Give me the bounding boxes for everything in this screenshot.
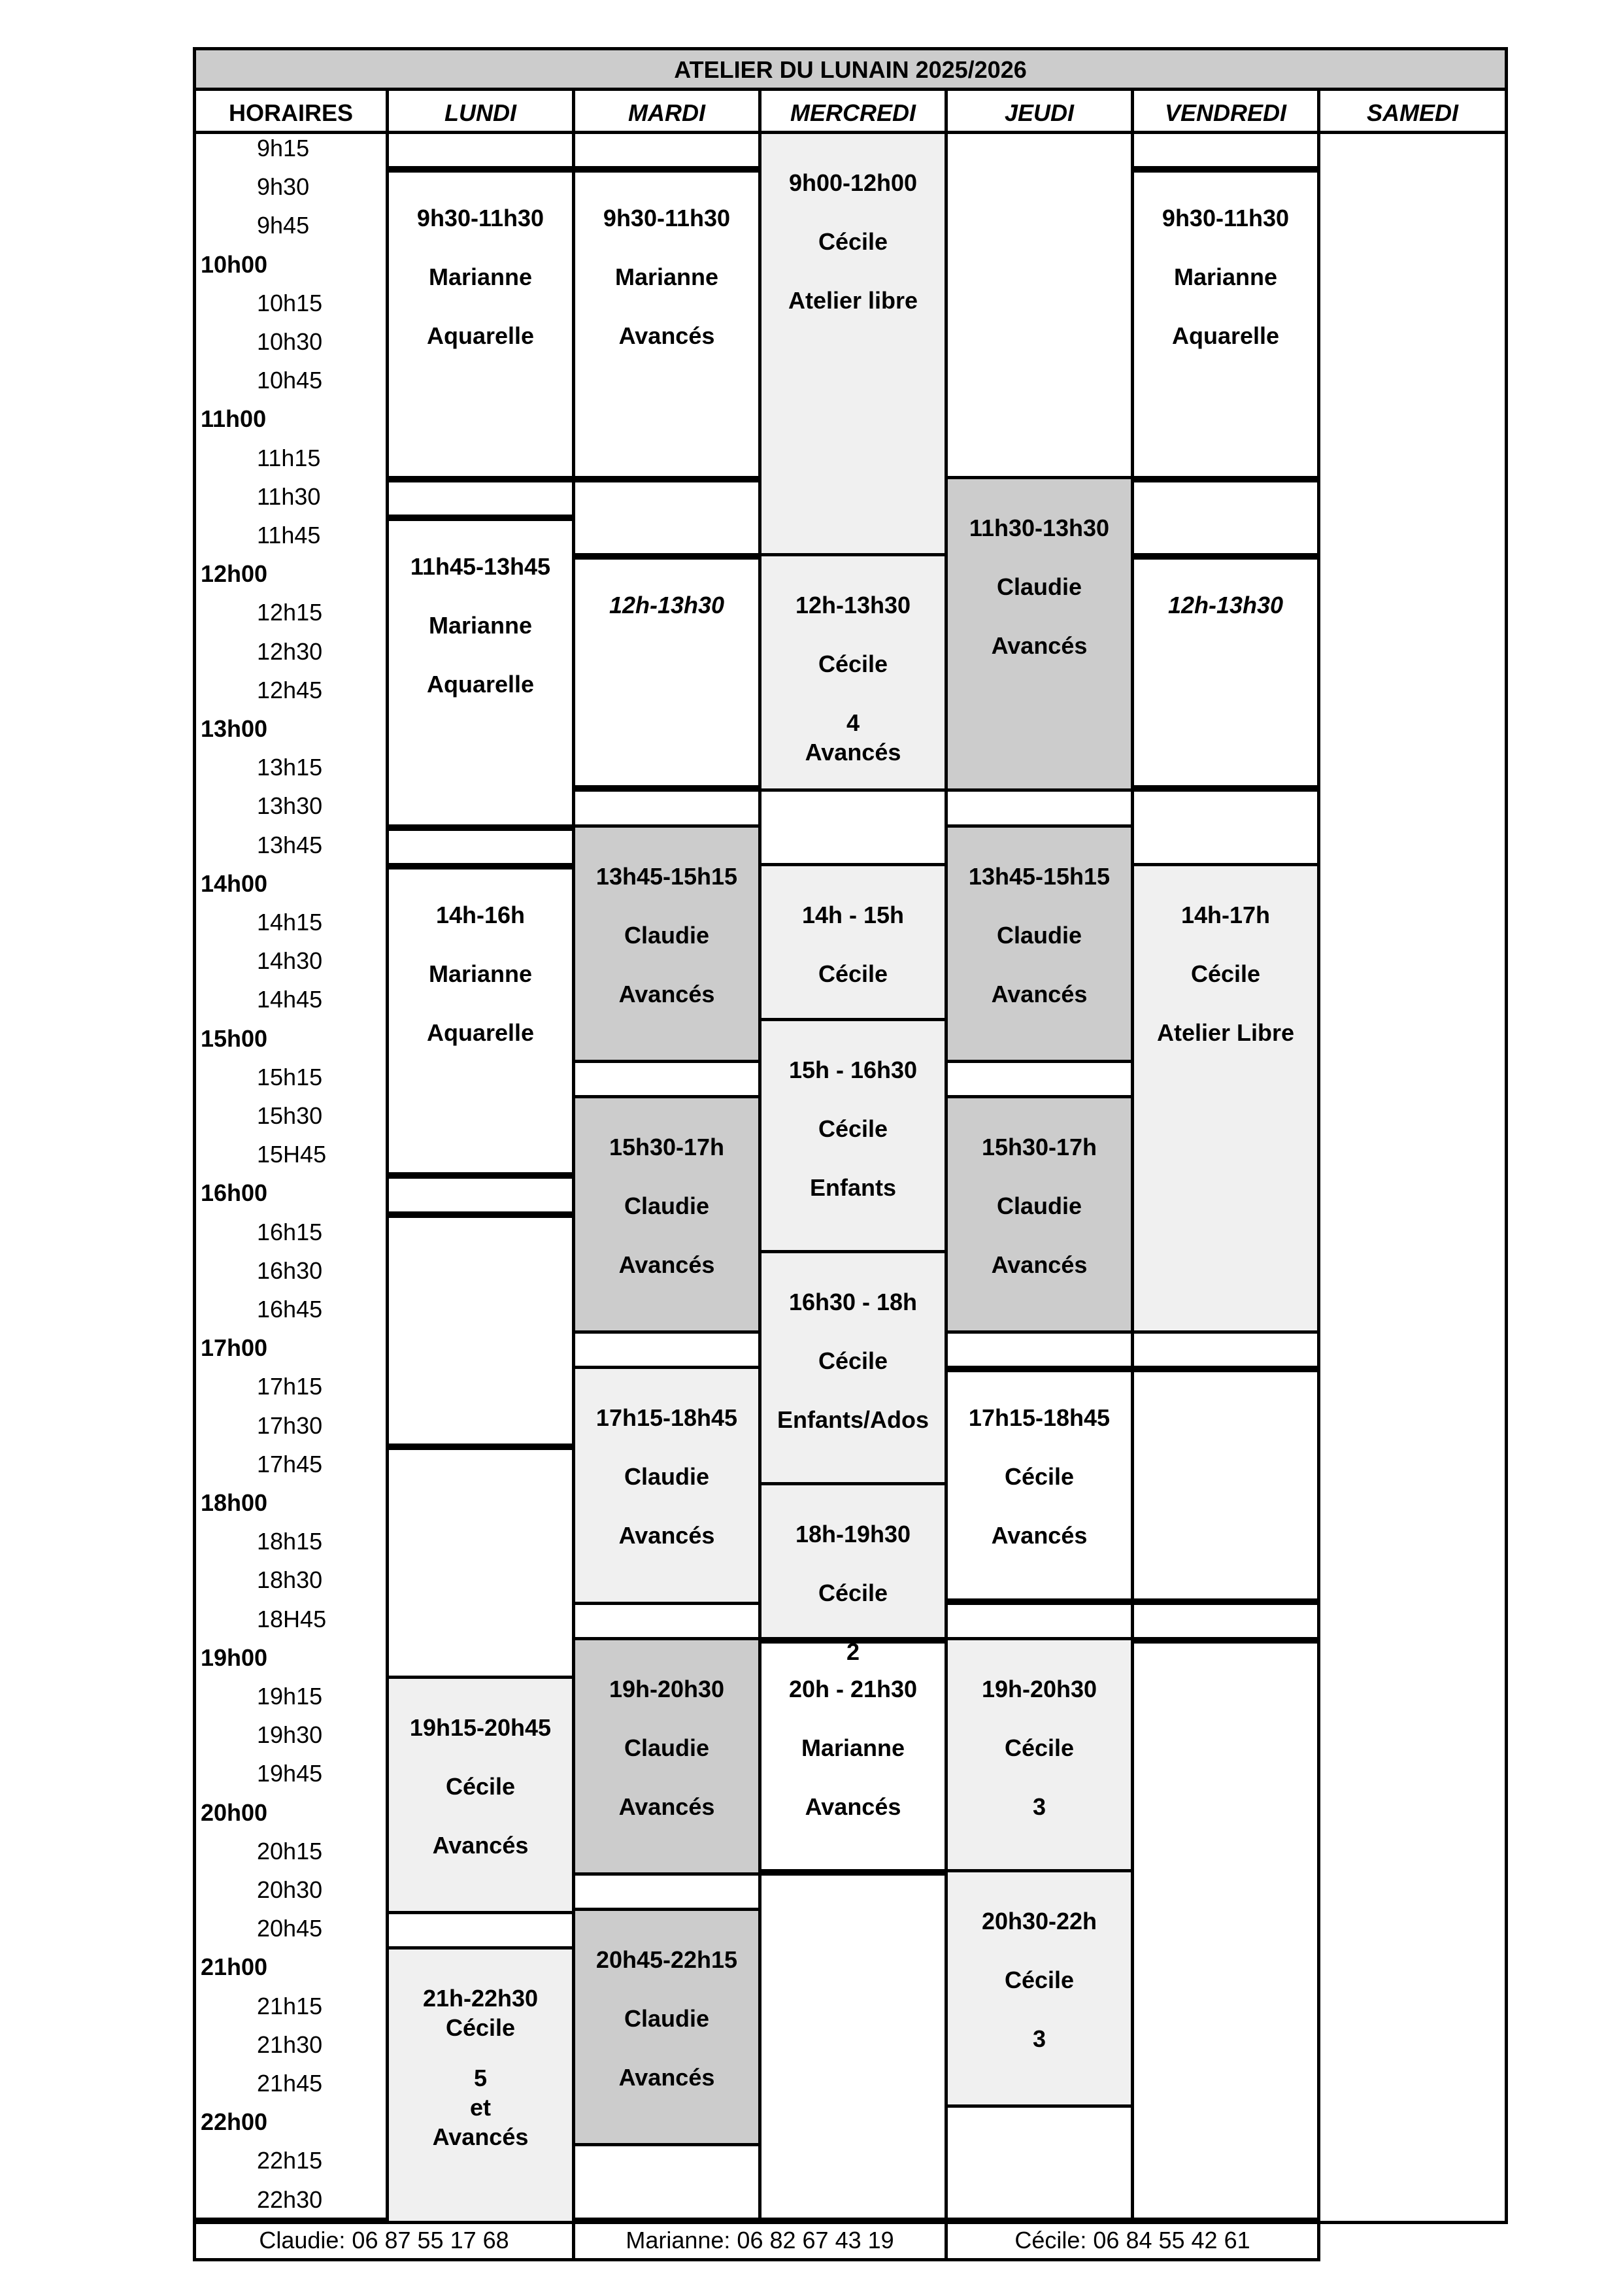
class-time: 14h-16h: [435, 901, 526, 928]
class-detail: Avancés: [618, 1793, 715, 1820]
class-time: 12h-13h30: [795, 592, 911, 619]
class-detail: Marianne: [1173, 263, 1278, 291]
day-header-samedi: [1317, 88, 1508, 134]
time-label: 19h45: [257, 1760, 323, 1787]
horaires-header: [193, 88, 389, 134]
time-label: 10h30: [257, 328, 323, 355]
contact-phone: Claudie: 06 87 55 17 68: [259, 2226, 509, 2254]
time-label: 19h30: [257, 1721, 323, 1749]
time-label: 18H45: [257, 1605, 327, 1632]
time-label: 17h30: [257, 1411, 323, 1439]
class-detail: Avancés: [805, 1793, 901, 1820]
time-label: 17h15: [257, 1373, 323, 1400]
class-detail: Claudie: [624, 1192, 710, 1219]
class-time: 15h - 16h30: [788, 1056, 918, 1083]
empty-cell: [386, 1211, 575, 1450]
time-label: 22h00: [201, 2108, 268, 2136]
day-header-jeudi: [945, 88, 1134, 134]
time-label: 21h15: [257, 1992, 323, 2019]
class-detail: Aquarelle: [426, 322, 535, 350]
class-detail: Avancés: [618, 2064, 715, 2091]
time-label: 13h00: [201, 715, 268, 742]
time-label: 9h15: [257, 135, 310, 161]
time-label: 14h00: [201, 869, 268, 897]
time-label: 17h00: [201, 1334, 268, 1362]
contact-phone: Cécile: 06 84 55 42 61: [1014, 2226, 1250, 2254]
class-detail: Avancés: [991, 632, 1088, 659]
class-detail: Marianne: [428, 960, 533, 987]
class-detail: 3: [1032, 2025, 1046, 2052]
time-label: 10h45: [257, 367, 323, 394]
class-detail: Cécile: [445, 1773, 516, 1800]
time-label: 11h45: [257, 522, 321, 549]
class-detail: Avancés: [805, 739, 901, 766]
empty-cell: [572, 2140, 761, 2223]
class-time: 9h30-11h30: [416, 205, 544, 232]
schedule-title: ATELIER DU LUNAIN 2025/2026: [674, 56, 1027, 83]
class-detail: Marianne: [614, 263, 719, 291]
class-block: [572, 824, 761, 1063]
class-time: 20h45-22h15: [595, 1946, 738, 1974]
day-header-lundi: [386, 88, 575, 134]
class-detail: Avancés: [991, 980, 1088, 1007]
class-detail: Claudie: [624, 1734, 710, 1761]
class-time: 13h45-15h15: [968, 862, 1111, 890]
class-time: 11h45-13h45: [410, 553, 551, 580]
time-label: 19h15: [257, 1683, 323, 1710]
time-label: 15H45: [257, 1141, 327, 1168]
time-label: 14h15: [257, 909, 323, 936]
day-label: MERCREDI: [790, 99, 916, 126]
empty-cell: [1131, 476, 1320, 560]
class-block: [386, 1946, 575, 2223]
class-time: 9h30-11h30: [1162, 205, 1290, 232]
class-time: 12h-13h30: [1167, 592, 1284, 619]
class-detail: Cécile: [818, 1115, 888, 1142]
class-time: 17h15-18h45: [595, 1404, 738, 1432]
class-detail: Avancés: [618, 980, 715, 1007]
time-label: 20h45: [257, 1915, 323, 1942]
class-detail: Claudie: [624, 1463, 710, 1491]
class-time: 14h-17h: [1180, 901, 1271, 928]
class-block: [386, 863, 575, 1179]
class-block: [386, 1676, 575, 1914]
class-detail: Claudie: [996, 573, 1082, 600]
class-detail: et: [469, 2094, 491, 2121]
class-detail: Claudie: [624, 2005, 710, 2033]
contact-phone: Marianne: 06 82 67 43 19: [626, 2226, 894, 2254]
day-label: JEUDI: [1004, 99, 1075, 126]
class-time: 18h-19h30: [795, 1521, 911, 1547]
class-detail: Claudie: [624, 921, 710, 949]
class-time: 13h45-15h15: [595, 862, 738, 890]
empty-cell: [572, 476, 761, 560]
time-label: 9h45: [257, 212, 310, 239]
class-time: 16h30 - 18h: [788, 1288, 918, 1315]
time-label: 11h00: [201, 405, 267, 433]
empty-cell: [1131, 1366, 1320, 1604]
class-time: 15h30-17h: [981, 1134, 1097, 1160]
day-header-mercredi: [758, 88, 948, 134]
time-label: 10h00: [201, 250, 268, 278]
class-detail: Cécile: [1004, 1463, 1075, 1491]
time-label: 20h00: [201, 1798, 268, 1826]
class-time: 17h15-18h45: [968, 1404, 1111, 1432]
class-detail: Avancés: [991, 1251, 1088, 1278]
day-header-mardi: [572, 88, 761, 134]
empty-cell: [945, 131, 1134, 482]
class-detail: Aquarelle: [426, 671, 535, 698]
time-label: 16h45: [257, 1296, 323, 1323]
class-detail: Avancés: [432, 1832, 529, 1859]
class-detail: Aquarelle: [426, 1019, 535, 1046]
class-time: 9h00-12h00: [788, 169, 918, 196]
time-label: 12h15: [257, 599, 323, 626]
class-block: [572, 553, 761, 792]
class-detail: 5: [473, 2065, 488, 2092]
empty-cell: [758, 1869, 948, 2224]
class-block: [1131, 863, 1320, 1334]
contact-cell: [193, 2218, 575, 2261]
class-time: 19h15-20h45: [409, 1714, 552, 1741]
time-label: 15h00: [201, 1024, 268, 1052]
class-block: [945, 824, 1134, 1063]
class-detail: Cécile: [445, 2014, 516, 2042]
time-label: 12h30: [257, 637, 323, 665]
empty-cell: [758, 785, 948, 869]
class-detail: Cécile: [818, 1347, 888, 1374]
class-detail: Cécile: [818, 1579, 888, 1606]
class-block: [945, 1637, 1134, 1876]
time-label: 18h00: [201, 1489, 268, 1516]
class-detail: Avancés: [991, 1522, 1088, 1549]
time-label: 20h30: [257, 1876, 323, 1903]
class-detail: Enfants/Ados: [777, 1406, 929, 1433]
class-time: 11h30-13h30: [969, 514, 1110, 541]
class-block: [758, 1250, 948, 1489]
time-label: 15h30: [257, 1102, 323, 1129]
time-label: 13h45: [257, 831, 323, 858]
contact-cell: [572, 2218, 948, 2261]
class-detail: Avancés: [618, 322, 715, 350]
class-detail: Cécile: [1004, 1734, 1075, 1761]
class-detail: Cécile: [1004, 1967, 1075, 1993]
class-detail: Atelier Libre: [1156, 1019, 1295, 1046]
empty-cell: [386, 1443, 575, 1682]
time-label: 13h15: [257, 754, 323, 781]
horaires-label: HORAIRES: [228, 99, 354, 126]
class-block: [572, 1366, 761, 1604]
class-block: [758, 131, 948, 560]
time-label: 18h15: [257, 1528, 323, 1555]
time-label: 19h00: [201, 1644, 268, 1671]
class-time: 21h-22h30: [422, 1985, 539, 2012]
day-label: SAMEDI: [1366, 99, 1458, 126]
class-detail: 3: [1032, 1793, 1046, 1820]
time-label: 21h45: [257, 2070, 323, 2097]
class-block: [386, 515, 575, 831]
class-detail: Cécile: [1190, 960, 1261, 987]
class-block: [572, 166, 761, 482]
class-block: [945, 1095, 1134, 1334]
class-detail: 4: [846, 709, 860, 737]
class-detail: Marianne: [428, 263, 533, 291]
class-block: [1131, 166, 1320, 482]
class-time: 9h30-11h30: [603, 205, 731, 232]
class-block: [758, 863, 948, 1024]
class-time: 14h - 15h: [801, 901, 905, 928]
class-detail: Cécile: [818, 228, 888, 255]
class-block: [572, 1095, 761, 1334]
time-label: 22h15: [257, 2147, 323, 2174]
time-label: 14h45: [257, 986, 323, 1013]
time-label: 10h15: [257, 289, 323, 316]
time-label: 21h00: [201, 1953, 268, 1981]
class-block: [758, 1018, 948, 1257]
class-detail: Enfants: [809, 1173, 896, 1201]
day-label: LUNDI: [444, 99, 516, 126]
time-label: 16h00: [201, 1179, 268, 1207]
time-label: 13h30: [257, 792, 323, 820]
schedule-sheet: [193, 47, 1508, 2269]
time-label: 15h15: [257, 1063, 323, 1090]
class-time: 20h30-22h: [981, 1908, 1097, 1934]
class-detail: Claudie: [996, 921, 1082, 949]
class-block: [945, 476, 1134, 792]
class-block: [572, 1637, 761, 1876]
time-label: 9h30: [257, 173, 310, 201]
class-block: [572, 1908, 761, 2146]
class-detail: Atelier libre: [788, 287, 918, 314]
class-block: [945, 1366, 1134, 1604]
class-block: [945, 1869, 1134, 2108]
time-label: 22h30: [257, 2186, 323, 2213]
class-detail: Aquarelle: [1171, 322, 1280, 350]
class-time: 20h - 21h30: [788, 1675, 918, 1702]
day-label: VENDREDI: [1164, 99, 1287, 126]
time-label: 17h45: [257, 1450, 323, 1477]
class-detail: Claudie: [996, 1192, 1082, 1219]
class-detail: Cécile: [818, 650, 888, 678]
class-time: 12h-13h30: [609, 592, 725, 619]
day-header-vendredi: [1131, 88, 1320, 134]
class-block: [758, 553, 948, 792]
contact-cell: [945, 2218, 1320, 2261]
class-detail: Marianne: [428, 612, 533, 639]
class-time: 19h-20h30: [981, 1675, 1097, 1702]
empty-cell: [1131, 1637, 1320, 2224]
time-label: 12h00: [201, 560, 268, 588]
class-block: [386, 166, 575, 482]
time-label: 14h30: [257, 947, 323, 975]
class-detail: Marianne: [801, 1734, 905, 1761]
schedule-title-bar: [193, 47, 1508, 91]
class-detail: Avancés: [618, 1251, 715, 1278]
time-label: 20h15: [257, 1837, 323, 1865]
class-time: 15h30-17h: [609, 1134, 725, 1160]
time-label: 16h30: [257, 1257, 323, 1284]
class-block: [758, 1482, 948, 1665]
day-label: MARDI: [628, 99, 705, 126]
class-block: [758, 1637, 948, 1876]
time-label: 11h30: [257, 482, 321, 510]
time-label: 11h15: [257, 444, 321, 471]
empty-cell: [1131, 785, 1320, 869]
class-time: 19h-20h30: [609, 1675, 725, 1702]
class-detail: Avancés: [432, 2123, 529, 2151]
class-detail: 2: [846, 1638, 860, 1665]
empty-cell: [1317, 131, 1508, 2224]
time-label: 18h30: [257, 1566, 323, 1594]
time-label: 12h45: [257, 676, 323, 703]
class-block: [1131, 553, 1320, 792]
class-detail: Cécile: [818, 960, 888, 987]
empty-cell: [945, 2101, 1134, 2224]
class-detail: Avancés: [618, 1522, 715, 1549]
time-label: 21h30: [257, 2031, 323, 2058]
time-label: 16h15: [257, 1218, 323, 1245]
